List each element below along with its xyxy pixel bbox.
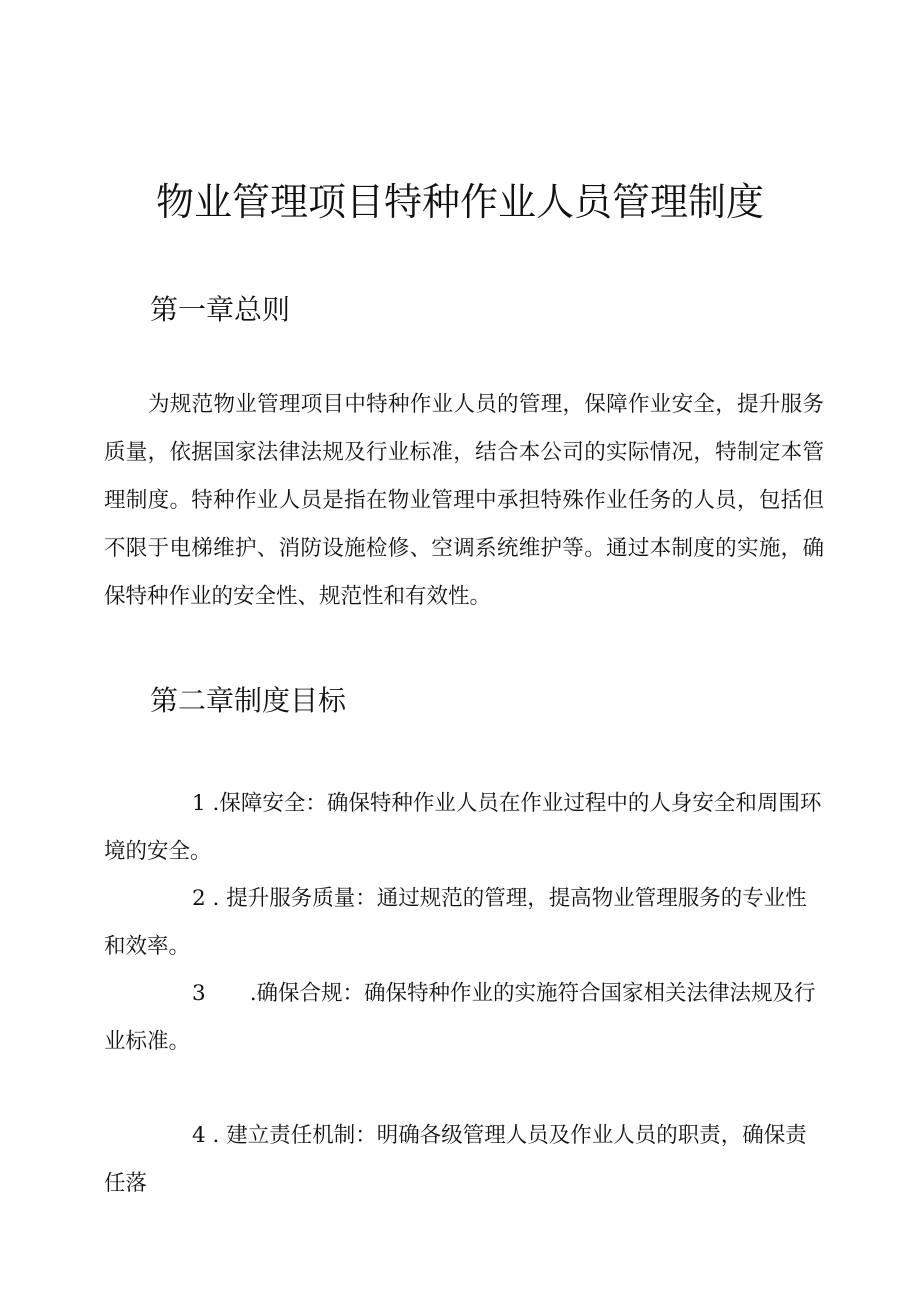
chapter-heading-general: 第一章总则	[150, 293, 291, 326]
item-number: 4	[192, 1123, 206, 1148]
objective-item-3	[104, 970, 824, 1066]
objective-item-1	[104, 780, 824, 876]
item-number: 1	[192, 791, 206, 816]
document-title: 物业管理项目特种作业人员管理制度	[155, 180, 764, 224]
objective-item-4	[104, 1112, 824, 1208]
general-paragraph: 为规范物业管理项目中特种作业人员的管理，保障作业安全，提升服务质量，依据国家法律法规及行业标准，结合本公司的实际情况，特制定本管理制度。特种作业人员是指在物业管理中承担特殊作业任务的人员，包括但不限于电梯维护、消防设施检修、空调系统维护等。通过本制度的实施，确保特种作业的安全性、规范性和有效性。	[104, 392, 824, 609]
item-text: . 提升服务质量：通过规范的管理，提高物业管理服务的专业性和效率。	[104, 886, 807, 959]
item-text: .确保合规：确保特种作业的实施符合国家相关法律法规及行业标准。	[104, 981, 816, 1054]
item-number: 2	[192, 886, 206, 911]
chapter-heading-objectives: 第二章制度目标	[150, 684, 347, 717]
objective-item-2	[104, 875, 824, 971]
item-text: .保障安全：确保特种作业人员在作业过程中的人身安全和周围环境的安全。	[104, 791, 822, 864]
item-number: 3	[192, 981, 206, 1006]
item-text: . 建立责任机制：明确各级管理人员及作业人员的职责，确保责任落	[104, 1123, 807, 1196]
